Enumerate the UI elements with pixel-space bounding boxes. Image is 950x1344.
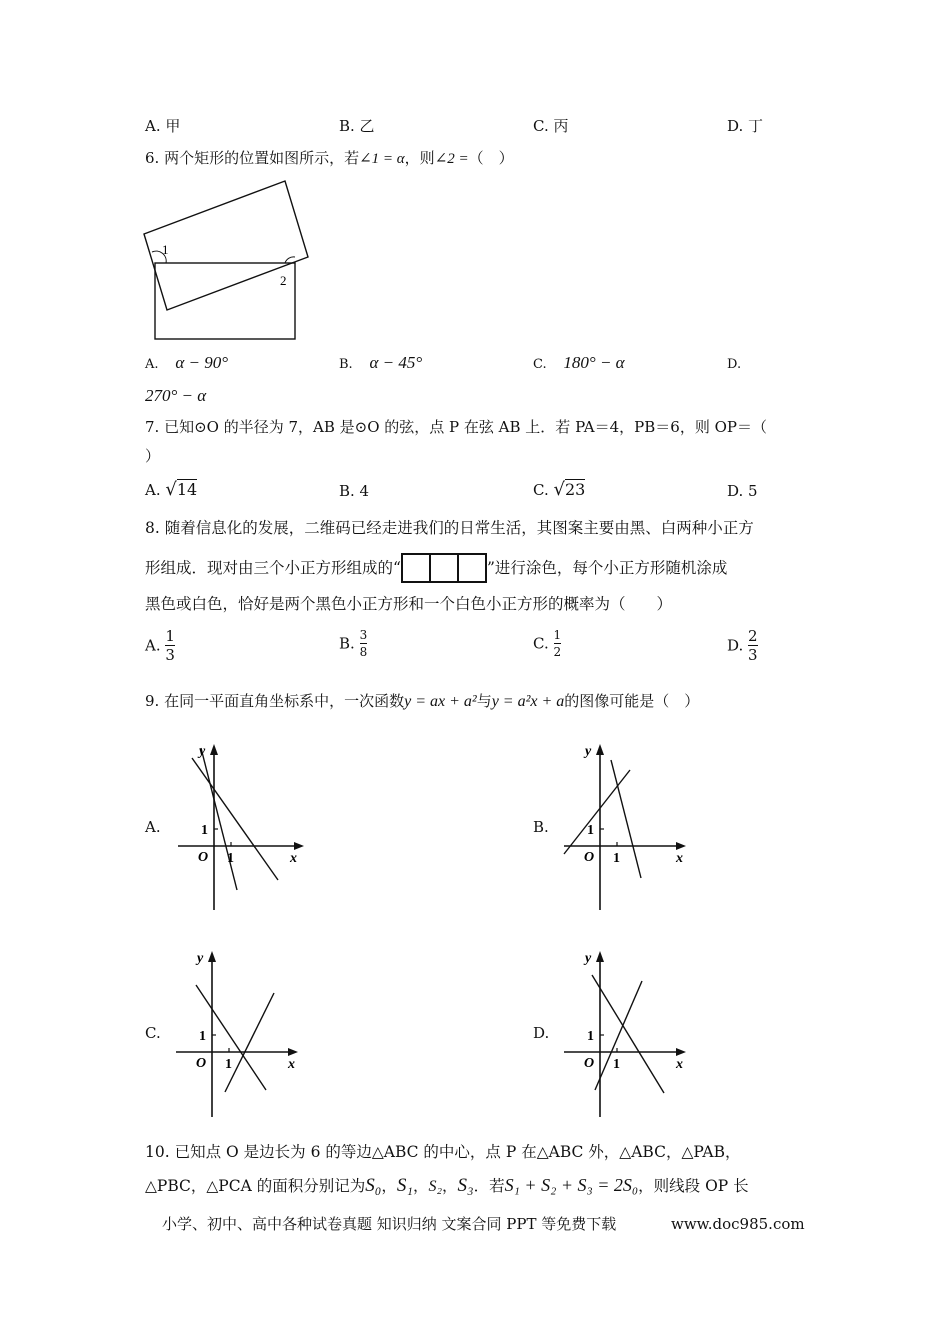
x-axis-arrow-icon	[676, 1048, 686, 1056]
q8-stem-line1: 8. 随着信息化的发展，二维码已经走进我们的日常生活，其图案主要由黑、白两种小正方	[145, 519, 754, 537]
q6-option-b-label: B.	[339, 357, 353, 372]
q5-option-d: D. 丁	[727, 117, 764, 135]
q9-stem-pre: 9. 在同一平面直角坐标系中，一次函数	[145, 692, 405, 710]
q8-stem-line3: 黑色或白色，恰好是两个黑色小正方形和一个白色小正方形的概率为（ ）	[145, 595, 673, 613]
q7-option-a-radicand: 14	[176, 480, 198, 499]
denominator: 2	[553, 645, 562, 659]
q9-stem-mid: 与	[476, 692, 492, 710]
q10-stem-line2	[145, 1175, 749, 1197]
origin-label: O	[584, 850, 595, 865]
line-rising	[225, 993, 274, 1092]
q9-option-b-label: B.	[533, 818, 549, 836]
q8-option-d-fraction	[748, 628, 758, 663]
q10-s1: S₁	[396, 1175, 413, 1196]
q10-sep1: ，	[381, 1177, 397, 1195]
q7-stem-line2: ）	[145, 447, 161, 465]
numerator: 1	[165, 627, 175, 645]
q8-option-c-label: C.	[533, 634, 549, 653]
origin-label: O	[198, 850, 209, 865]
tick-y-label: 1	[587, 1029, 594, 1044]
q8-option-b-fraction	[360, 628, 368, 659]
axis-x-label: x	[290, 851, 297, 866]
q9-graph-d	[558, 945, 698, 1120]
q10-s0: S₀	[365, 1175, 382, 1196]
q10-s2: S₂	[428, 1178, 443, 1195]
q9-function-2: y = a²x + a	[491, 693, 565, 710]
denominator: 8	[359, 645, 368, 659]
q6-option-b	[339, 353, 422, 375]
q6-stem	[145, 148, 514, 169]
q6-option-d-label: D.	[727, 357, 742, 372]
line-falling	[592, 975, 664, 1093]
q10-line2-mid: ．若	[473, 1177, 505, 1195]
sqrt-icon: √	[553, 479, 565, 500]
q6-option-a-label: A.	[145, 357, 159, 372]
q9-stem	[145, 691, 699, 712]
q6-angle1-label: 1	[162, 242, 169, 257]
q6-condition: ∠1 = α	[359, 151, 405, 167]
q8-stem-line2-post: ”进行涂色，每个小正方形随机涂成	[486, 559, 728, 577]
axis-y-label: y	[199, 744, 206, 759]
numerator: 2	[748, 627, 758, 645]
denominator: 3	[748, 646, 758, 664]
q6-option-d-expr: 270° − α	[145, 386, 207, 405]
axis-y-label: y	[197, 951, 204, 966]
axis-y-label: y	[585, 951, 592, 966]
q9-graph-c	[170, 945, 310, 1120]
x-axis-arrow-icon	[294, 842, 304, 850]
axis-y-label: y	[585, 744, 592, 759]
q9-option-d-label: D.	[533, 1024, 550, 1042]
q5-option-b: B. 乙	[339, 117, 375, 135]
q6-rectangles-figure	[140, 178, 315, 344]
x-axis-arrow-icon	[288, 1048, 298, 1056]
q10-sep2: ，	[412, 1177, 429, 1195]
q7-option-a	[145, 480, 197, 500]
three-squares-figure	[401, 553, 487, 583]
q8-option-a	[145, 628, 175, 663]
footer-url: www.doc985.com	[671, 1215, 805, 1233]
q6-option-c-expr: 180° − α	[563, 353, 625, 372]
line-falling	[196, 985, 266, 1090]
tick-x-label: 1	[613, 1057, 620, 1072]
tick-x-label: 1	[225, 1057, 232, 1072]
q6-option-c	[533, 353, 625, 375]
q6-option-a-expr: α − 90°	[175, 353, 229, 372]
square-1	[401, 553, 431, 583]
axis-x-label: x	[676, 851, 683, 866]
q8-stem-line2	[145, 553, 727, 583]
q6-stem-mid: ，则	[404, 149, 435, 167]
q10-s3: S₃	[457, 1175, 474, 1196]
line-steep	[201, 748, 237, 890]
q9-function-1: y = ax + a²	[404, 693, 477, 710]
q7-option-a-label: A.	[145, 481, 161, 499]
q9-graph-a	[170, 738, 310, 913]
y-axis-arrow-icon	[596, 951, 604, 962]
line-rising	[564, 770, 630, 854]
q8-option-a-label: A.	[145, 636, 161, 655]
q8-option-c	[533, 628, 561, 659]
numerator: 3	[359, 628, 368, 642]
q10-equation: S₁ + S₂ + S₃ = 2S₀	[504, 1175, 639, 1195]
tick-x-label: 1	[227, 851, 234, 866]
y-axis-arrow-icon	[596, 744, 604, 755]
q6-stem-pre: 6. 两个矩形的位置如图所示，若	[145, 149, 360, 167]
q9-option-a-label: A.	[145, 818, 161, 836]
tick-y-label: 1	[201, 823, 208, 838]
axis-x-label: x	[676, 1057, 683, 1072]
q7-option-c-radicand: 23	[564, 480, 586, 499]
tick-y-label: 1	[587, 823, 594, 838]
q6-ask: ∠2 =	[434, 151, 469, 167]
q8-option-b	[339, 628, 367, 659]
denominator: 3	[165, 646, 175, 664]
tick-y-label: 1	[199, 1029, 206, 1044]
q6-stem-post: （ ）	[468, 149, 514, 167]
q5-option-a: A. 甲	[145, 117, 181, 135]
q8-option-a-fraction	[165, 628, 175, 663]
q10-stem-line1: 10. 已知点 O 是边长为 6 的等边△ABC 的中心，点 P 在△ABC 外，△ABC，△PAB，	[145, 1143, 741, 1161]
origin-label: O	[584, 1056, 595, 1071]
q5-option-c: C. 丙	[533, 117, 569, 135]
origin-label: O	[196, 1056, 207, 1071]
square-2	[429, 553, 459, 583]
q10-sep3: ，	[442, 1177, 458, 1195]
y-axis-arrow-icon	[210, 744, 218, 755]
tick-x-label: 1	[613, 851, 620, 866]
square-3	[457, 553, 487, 583]
q6-option-b-expr: α − 45°	[369, 353, 423, 372]
q6-tilted-rectangle	[144, 181, 308, 310]
q7-option-d: D. 5	[727, 482, 758, 500]
q8-stem-line2-pre: 形组成．现对由三个小正方形组成的“	[145, 559, 401, 577]
sqrt-icon: √	[165, 479, 177, 500]
y-axis-arrow-icon	[208, 951, 216, 962]
q9-stem-post: 的图像可能是（ ）	[564, 692, 700, 710]
q9-option-c-label: C.	[145, 1024, 161, 1042]
q6-option-c-label: C.	[533, 357, 547, 372]
q10-line2-pre: △PBC，△PCA 的面积分别记为	[145, 1177, 366, 1195]
q7-option-c	[533, 480, 585, 500]
q8-option-c-fraction	[554, 628, 562, 659]
numerator: 1	[553, 628, 562, 642]
q8-option-b-label: B.	[339, 634, 355, 653]
x-axis-arrow-icon	[676, 842, 686, 850]
axis-x-label: x	[288, 1057, 295, 1072]
q7-stem-line1: 7. 已知⊙O 的半径为 7，AB 是⊙O 的弦，点 P 在弦 AB 上．若 PA＝4，PB＝6，则 OP＝（	[145, 418, 767, 436]
q8-option-d	[727, 628, 758, 663]
q9-graph-b	[558, 738, 698, 913]
q6-angle2-label: 2	[280, 273, 287, 288]
q7-option-c-label: C.	[533, 481, 549, 499]
q6-option-a	[145, 353, 228, 375]
q8-option-d-label: D.	[727, 636, 744, 655]
q10-line2-post: ，则线段 OP 长	[638, 1177, 749, 1195]
footer-text: 小学、初中、高中各种试卷真题 知识归纳 文案合同 PPT 等免费下载	[162, 1215, 617, 1233]
q7-option-b: B. 4	[339, 482, 370, 500]
